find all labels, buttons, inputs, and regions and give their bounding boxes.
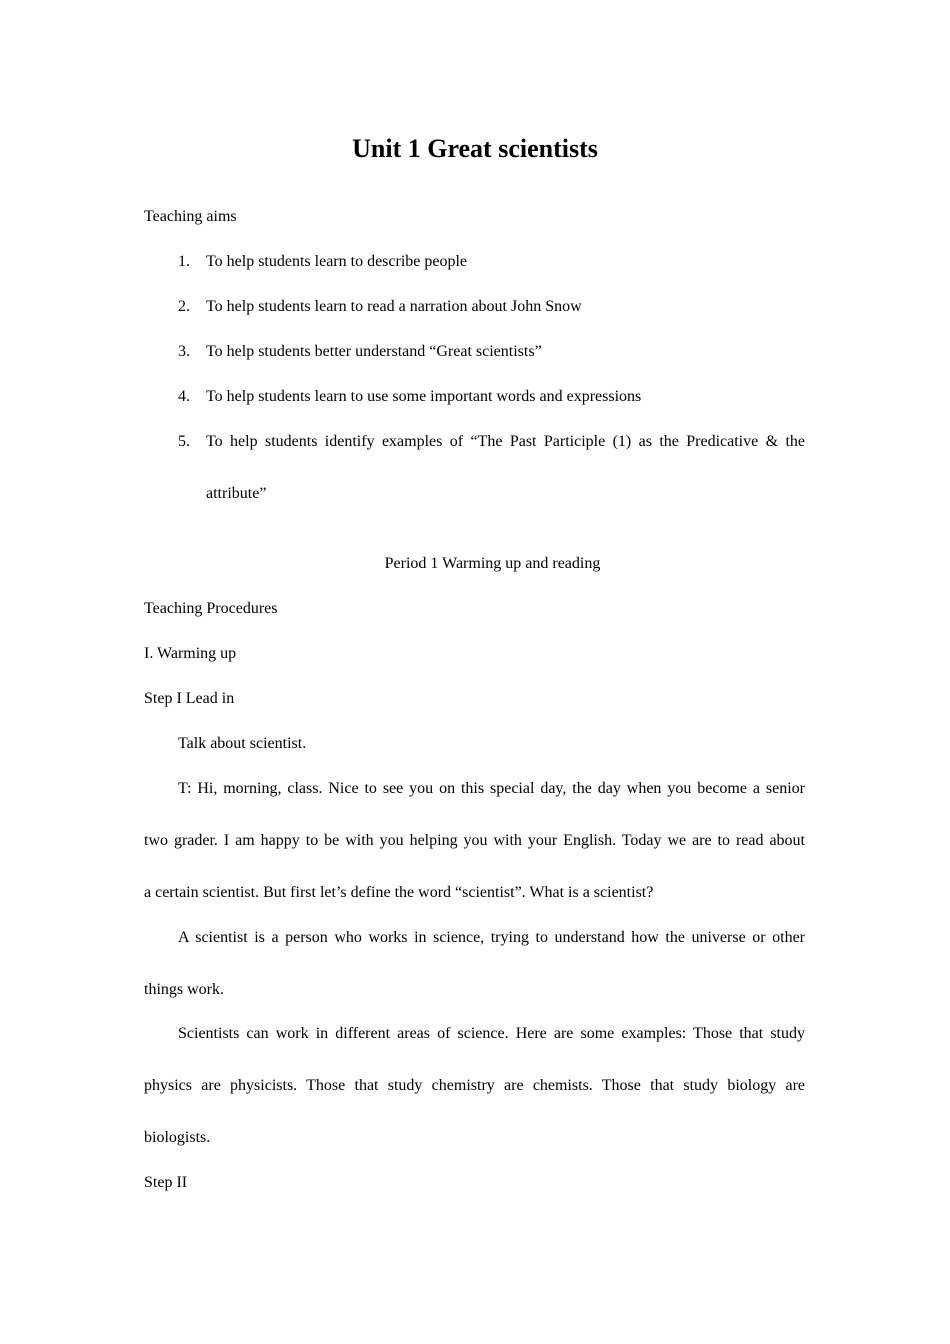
aim-text: To help students identify examples of “The Past Participle (1) as the Predicative & the <box>206 433 805 450</box>
document-title: Unit 1 Great scientists <box>352 134 598 163</box>
paragraph-line: A scientist is a person who works in science, trying to understand how the universe or other <box>178 929 805 946</box>
procedures-heading: Teaching Procedures <box>144 600 278 617</box>
paragraph-line: Scientists can work in different areas of science. Here are some examples: Those that study <box>178 1025 805 1042</box>
teaching-aims-heading: Teaching aims <box>144 208 237 225</box>
aim-number: 1. <box>178 253 190 270</box>
section-heading: I. Warming up <box>144 645 237 662</box>
paragraph-line: two grader. I am happy to be with you helping you with your English. Today we are to read about <box>144 832 805 849</box>
aim-text: To help students better understand “Great scientists” <box>206 343 542 360</box>
aim-number: 3. <box>178 343 190 360</box>
paragraph-line: things work. <box>144 981 224 998</box>
aim-text: To help students learn to describe people <box>206 253 468 270</box>
paragraph-line: biologists. <box>144 1129 211 1146</box>
paragraph-line: T: Hi, morning, class. Nice to see you on this special day, the day when you become a senior <box>178 780 805 797</box>
aim-number: 5. <box>178 433 190 450</box>
aim-number: 2. <box>178 298 190 315</box>
aim-text: To help students learn to use some important words and expressions <box>206 388 642 405</box>
aim-number: 4. <box>178 388 190 405</box>
paragraph-line: Talk about scientist. <box>178 735 307 752</box>
paragraph-line: physics are physicists. Those that study chemistry are chemists. Those that study biology are <box>144 1077 805 1094</box>
period-heading: Period 1 Warming up and reading <box>384 555 601 572</box>
step-heading: Step II <box>144 1174 188 1191</box>
aim-text: To help students learn to read a narration about John Snow <box>206 298 582 315</box>
aim-text-continued: attribute” <box>206 485 267 502</box>
step-heading: Step I Lead in <box>144 690 235 707</box>
paragraph-line: a certain scientist. But first let’s define the word “scientist”. What is a scientist? <box>144 884 654 901</box>
